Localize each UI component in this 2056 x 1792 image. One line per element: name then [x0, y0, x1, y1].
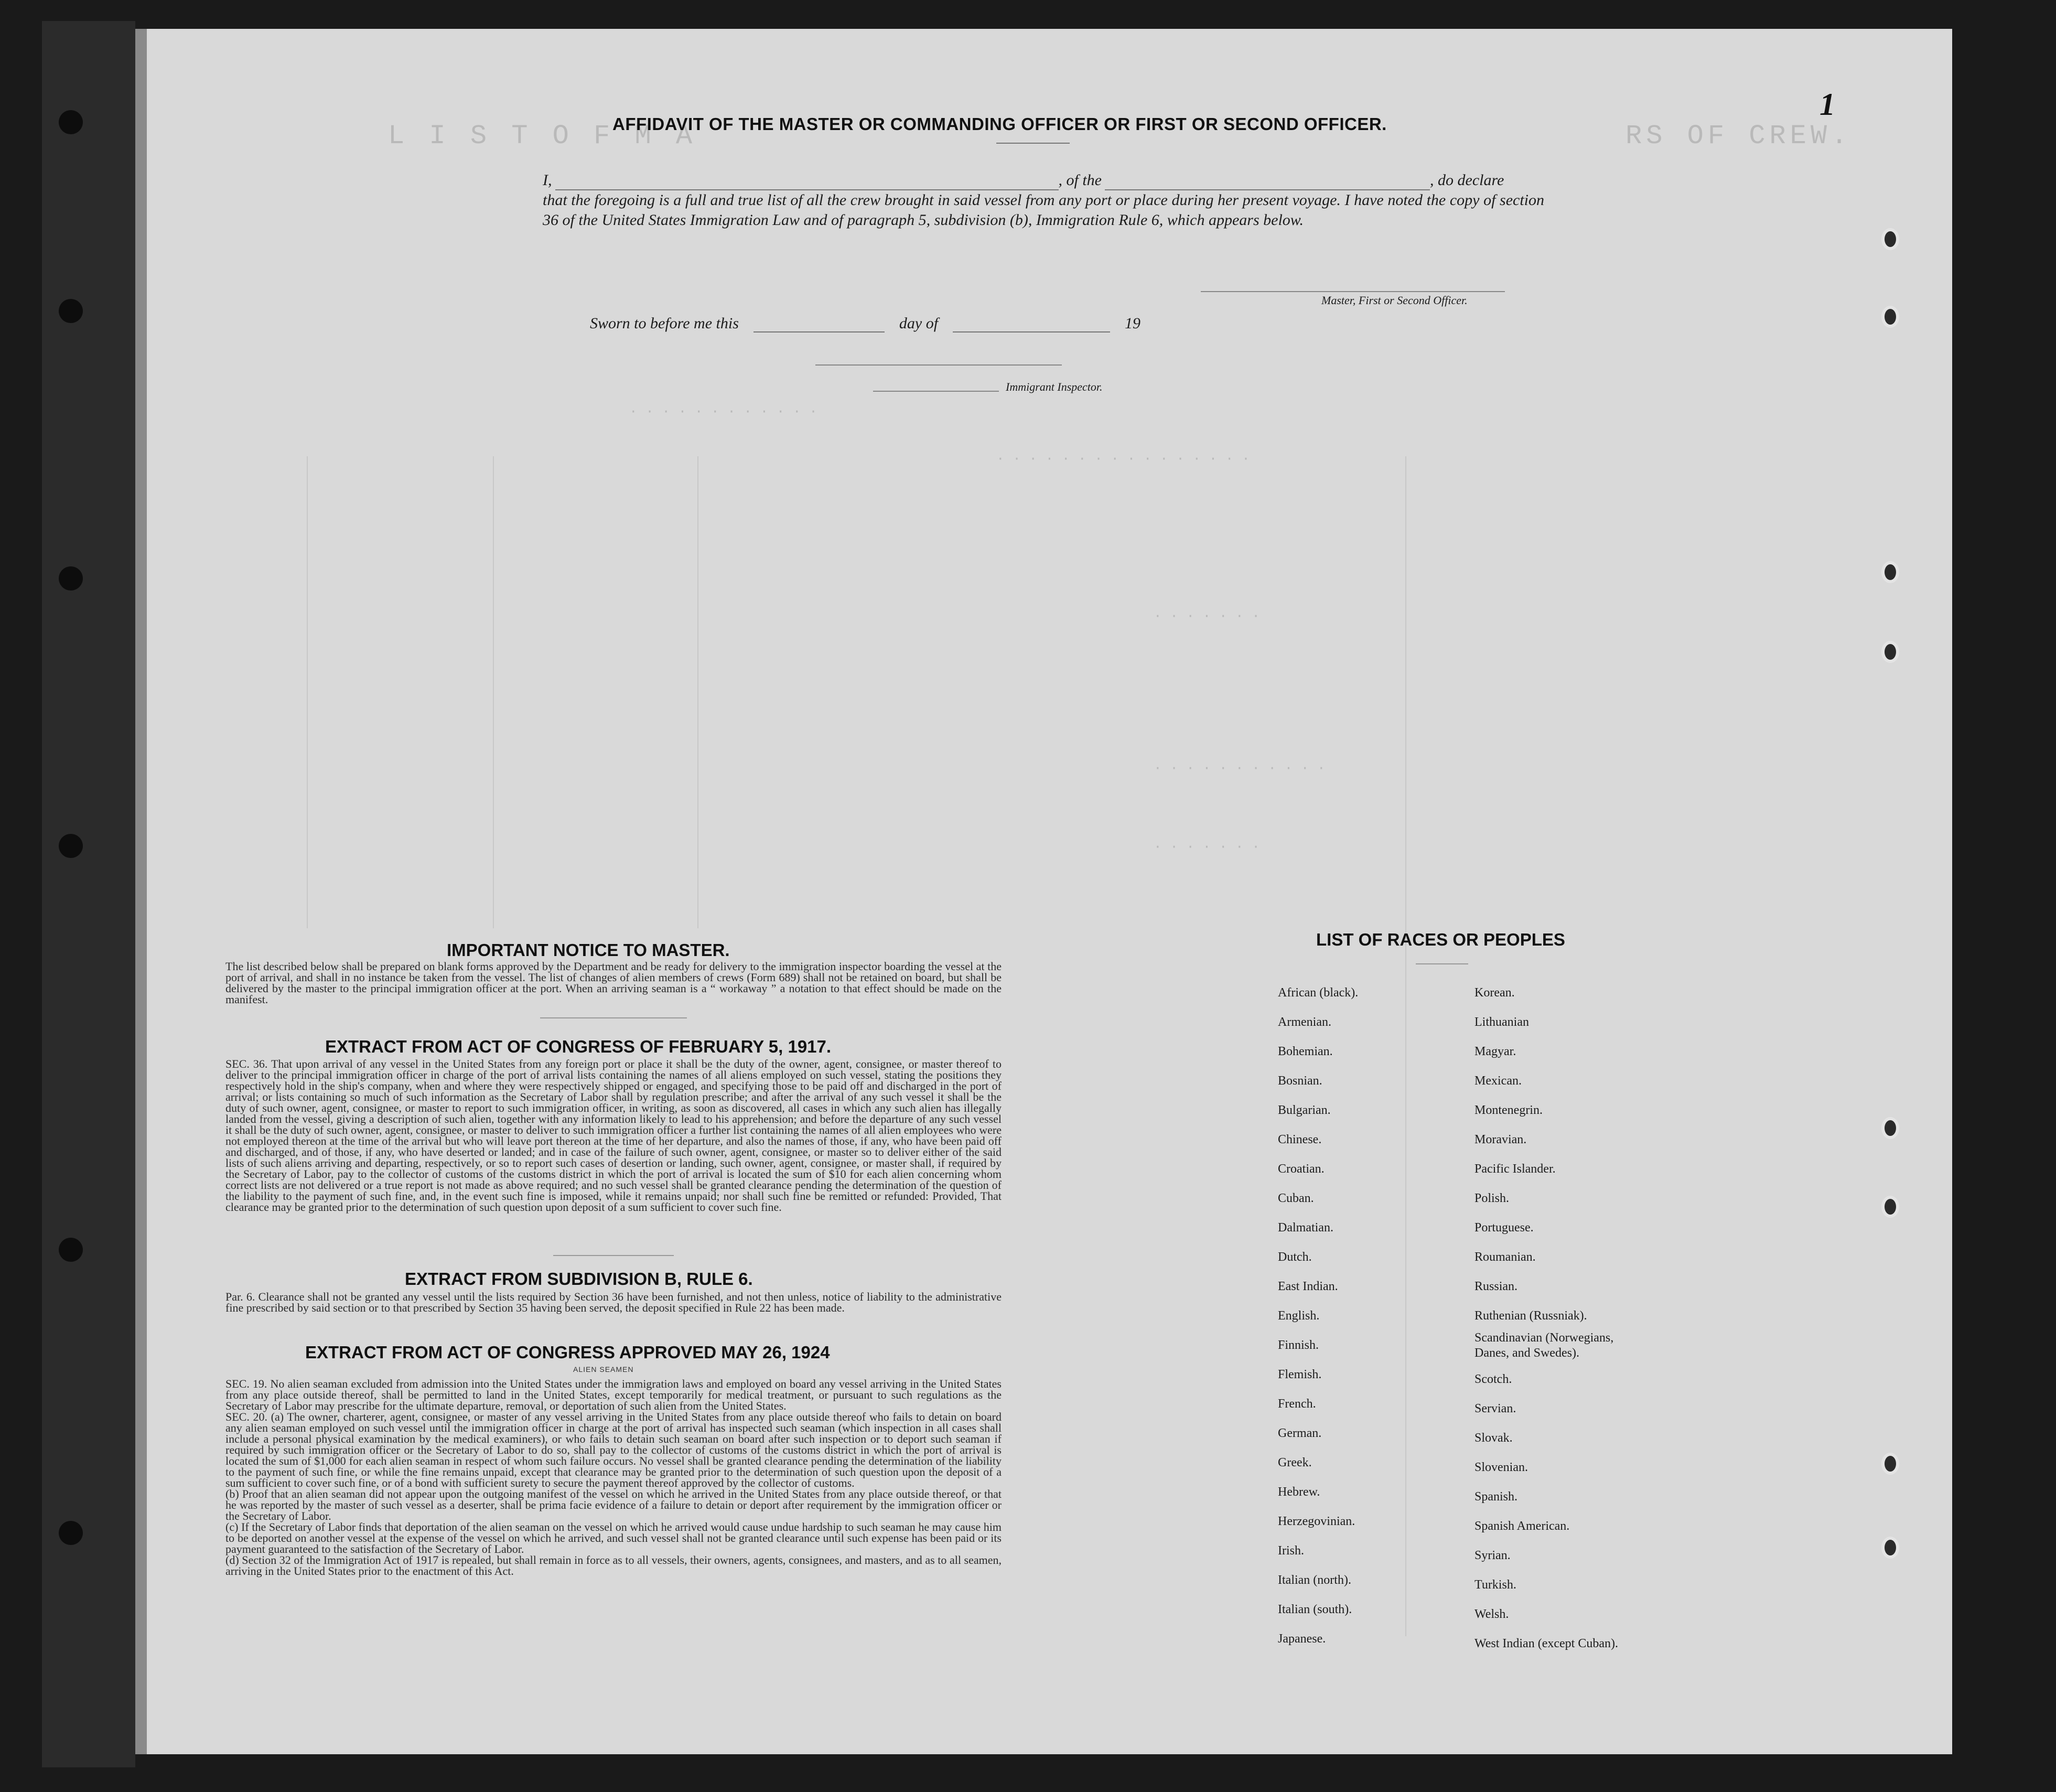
- year-label: 19: [1125, 315, 1141, 332]
- race-item: Magyar.: [1474, 1045, 1516, 1058]
- extract-1924-paragraph: (d) Section 32 of the Immigration Act of 1917 is repealed, but shall remain in force as to all vessels, their owners, agents, consignees, and masters, and as to all seamen, arriving in the United States prior to the enactment of this Act.: [225, 1553, 1002, 1578]
- binder-ring: [1881, 561, 1899, 583]
- binder-hole: [59, 299, 83, 323]
- race-item: Hebrew.: [1278, 1485, 1320, 1499]
- of-the-label: , of the: [1058, 171, 1102, 189]
- race-item: Italian (south).: [1278, 1603, 1352, 1616]
- binder-hole: [59, 110, 83, 134]
- inspector-upper-line[interactable]: [815, 364, 1062, 366]
- races-left-column: [1278, 978, 1456, 1654]
- race-item: Dutch.: [1278, 1250, 1312, 1264]
- sworn-month-blank[interactable]: [953, 330, 1110, 332]
- inspector-signature-line[interactable]: [873, 391, 999, 392]
- race-item: West Indian (except Cuban).: [1474, 1637, 1618, 1650]
- notice-text: The list described below shall be prepared on blank forms approved by the Department and be ready for delivery to the immigration inspector boarding the vessel at the port of arrival, and shall in no instance be taken from the vessel. The list of changes of alien members of crews (Form 689) shall not be retained on board, but shall be delivered by the master to the principal immigration officer at the port. When an arriving seaman is a “ workaway ” a notation to that effect should be made on the manifest.: [225, 960, 1002, 1006]
- extract-1924-title: EXTRACT FROM ACT OF CONGRESS APPROVED MAY 26, 1924: [305, 1343, 830, 1362]
- binder-ring: [1881, 1196, 1899, 1218]
- race-item: Japanese.: [1278, 1632, 1326, 1646]
- do-declare-label: , do declare: [1430, 171, 1504, 189]
- section-divider: [553, 1255, 674, 1256]
- race-item: Polish.: [1474, 1192, 1510, 1205]
- extract-rule6-text: Par. 6. Clearance shall not be granted any vessel until the lists required by Section 36 have been furnished, and not then unless, notice of liability to the administrative fine prescribed by said section or to that prescribed by Section 35 having been served, the deposit specified in Rule 22 has been made.: [225, 1290, 1002, 1314]
- race-item: Spanish.: [1474, 1490, 1518, 1504]
- binder-hole: [59, 834, 83, 858]
- binder-hole: [59, 1238, 83, 1262]
- affidavit-body: [543, 170, 1544, 230]
- race-item: Korean.: [1474, 986, 1515, 1000]
- inspector-label: Immigrant Inspector.: [1006, 380, 1103, 393]
- race-item: Bohemian.: [1278, 1045, 1333, 1058]
- binder-ring: [1881, 641, 1899, 663]
- page-number-mark: 1: [1820, 87, 1835, 122]
- race-item: Bosnian.: [1278, 1074, 1322, 1088]
- race-item: Syrian.: [1474, 1549, 1511, 1562]
- race-item: German.: [1278, 1426, 1322, 1440]
- race-item: Scotch.: [1474, 1372, 1512, 1386]
- race-item: Servian.: [1474, 1402, 1516, 1415]
- master-signature-label: Master, First or Second Officer.: [1321, 294, 1468, 307]
- race-item: East Indian.: [1278, 1280, 1338, 1293]
- section-divider: [1416, 963, 1468, 964]
- alien-seamen-subtitle: ALIEN SEAMEN: [573, 1365, 634, 1373]
- race-item: Bulgarian.: [1278, 1103, 1331, 1117]
- race-item: Montenegrin.: [1474, 1103, 1543, 1117]
- notice-title: IMPORTANT NOTICE TO MASTER.: [447, 940, 730, 960]
- binder-hole: [59, 1521, 83, 1545]
- master-signature-line[interactable]: [1201, 291, 1505, 292]
- section-divider: [540, 1017, 687, 1018]
- race-item: English.: [1278, 1309, 1320, 1323]
- race-item: Roumanian.: [1474, 1250, 1536, 1264]
- race-item: Armenian.: [1278, 1015, 1331, 1029]
- binder-ring: [1881, 228, 1899, 250]
- race-item: African (black).: [1278, 986, 1359, 1000]
- race-item: Chinese.: [1278, 1133, 1322, 1146]
- race-item: Irish.: [1278, 1544, 1304, 1558]
- race-item: Croatian.: [1278, 1162, 1325, 1176]
- race-item: Cuban.: [1278, 1192, 1314, 1205]
- race-item: Herzegovinian.: [1278, 1515, 1355, 1528]
- affidavit-title-underline: [996, 143, 1070, 144]
- extract-1924-paragraph: SEC. 19. No alien seaman excluded from admission into the United States under the immigration laws and employed on board any vessel arriving in the United States from any place outside thereof, shall be permitted to land in the United States, except temporarily for medical treatment, or pursuant to such regulations as the Secretary of Labor may prescribe for the ultimate departure, removal, or deportation of such alien from the United States.: [225, 1377, 1002, 1412]
- sworn-day-blank[interactable]: [753, 330, 885, 332]
- extract-1924-paragraph: (b) Proof that an alien seaman did not appear upon the outgoing manifest of the vessel on which he arrived in the United States from any place outside thereof, or that he was reported by the master of such vessel as a deserter, shall be prima facie evidence of a failure to detain or deport after requirement by the immigration officer or the Secretary of Labor.: [225, 1487, 1002, 1522]
- binder-ring: [1881, 306, 1899, 328]
- affidavit-title: AFFIDAVIT OF THE MASTER OR COMMANDING OFFICER OR FIRST OR SECOND OFFICER.: [612, 114, 1387, 134]
- sworn-line: [590, 315, 1140, 332]
- race-item: Greek.: [1278, 1456, 1312, 1469]
- race-item: Dalmatian.: [1278, 1221, 1333, 1235]
- extract-1924-paragraph: (c) If the Secretary of Labor finds that deportation of the alien seaman on the vessel on which he arrived would cause undue hardship to such seaman he may cause him to be deported on another vessel at the expense of the vessel on which he arrived, and such vessel shall not be granted clearance until such expense has been paid or its payment guaranteed to the satisfaction of the Secretary of Labor.: [225, 1520, 1002, 1555]
- extract-rule6-title: EXTRACT FROM SUBDIVISION B, RULE 6.: [405, 1269, 753, 1289]
- binder-ring: [1881, 1117, 1899, 1139]
- race-item: Italian (north).: [1278, 1573, 1351, 1587]
- race-item: Mexican.: [1474, 1074, 1522, 1088]
- binder-ring: [1881, 1537, 1899, 1559]
- race-item: Moravian.: [1474, 1133, 1527, 1146]
- race-item: Slovak.: [1474, 1431, 1513, 1445]
- race-item: Welsh.: [1474, 1607, 1509, 1621]
- race-item: French.: [1278, 1397, 1316, 1411]
- affidavit-text: that the foregoing is a full and true list of all the crew brought in said vessel from any port or place during her present voyage. I have noted the copy of section 36 of the United States Immigration Law and of paragraph 5, subdivision (b), Immigration Rule 6, which appears below.: [543, 191, 1544, 229]
- race-item: Ruthenian (Russniak).: [1474, 1309, 1587, 1323]
- sworn-label: Sworn to before me this: [590, 315, 739, 332]
- binder-hole: [59, 566, 83, 591]
- race-item: Flemish.: [1278, 1368, 1322, 1381]
- extract-1924-paragraph: SEC. 20. (a) The owner, charterer, agent, consignee, or master of any vessel arriving in the United States from any place outside thereof who fails to detain on board any alien seaman employed on such vessel until the immigration officer in charge at the port of arrival has inspected such seaman (which inspection in all cases shall include a personal physical examination by the medical examiners), or who fails to detain such seaman on board after such inspection or to deport such seaman if required by such immigration officer or the Secretary of Labor to do so, shall pay to the collector of customs of the customs district in which the port of arrival is located the sum of $1,000 for each alien seaman in respect of whom such failure occurs. No vessel shall be granted clearance pending the determination of the liability to the payment of such fine, or while the fine remains unpaid, except that clearance may be granted prior to the determination of such question upon the deposit of a sum sufficient to cover such fine, or of a bond with sufficient surety to secure the payment thereof approved by the collector of customs.: [225, 1410, 1002, 1489]
- race-item: Lithuanian: [1474, 1015, 1529, 1029]
- day-of-label: day of: [899, 315, 939, 332]
- extract-1924-body: [225, 1378, 1002, 1576]
- affidavit-i-label: I,: [543, 171, 552, 189]
- race-item: Spanish American.: [1474, 1519, 1570, 1533]
- race-item: Russian.: [1474, 1280, 1518, 1293]
- extract-1917-text: SEC. 36. That upon arrival of any vessel in the United States from any foreign port or place it shall be the duty of the owner, agent, consignee, or master thereof to deliver to the principal immigration officer in charge of the port of arrival lists containing the names of all aliens employed on such vessel, stating the positions they respectively hold in the ship's company, when and where they were respectively shipped or engaged, and specifying those to be paid off and discharged in the port of arrival; or lists containing so much of such information as the Secretary of Labor shall by regulation prescribe; and after the arrival of any such vessel it shall be the duty of such owner, agent, consignee, or master to report to such immigration officer, in writing, as soon as discovered, all cases in which any such alien has illegally landed from the vessel, giving a description of such alien, together with any information likely to lead to his apprehension; and before the departure of any such vessel it shall be the duty of such owner, agent, consignee, or master to deliver to such immigration officer a further list containing the names of all alien employees who were not employed thereon at the time of the arrival but who will leave port thereon at the time of her departure, and also the names of those, if any, who have been paid off and discharged, and of those, if any, who have deserted or landed; and in case of the failure of such owner, agent, consignee, or master so to deliver either of the said lists of such aliens arriving and departing, respectively, or so to report such cases of desertion or landing, such owner, agent, consignee, or master shall, if required by the Secretary of Labor, pay to the collector of customs of the customs district in which the port of arrival is located the sum of $10 for each alien concerning whom correct lists are not delivered or a true report is not made as above required; and no such vessel shall be granted clearance pending the determination of the question of the liability to the payment of such fine, and, in the event such fine is imposed, while it remains unpaid; nor shall such fine be remitted or refunded: Provided, That clearance may be granted prior to the determination of such question upon deposit of a sum sufficient to cover such fine.: [225, 1057, 1002, 1214]
- binder-ring: [1881, 1453, 1899, 1475]
- race-item: Portuguese.: [1474, 1221, 1534, 1235]
- races-right-column: [1474, 978, 1684, 1658]
- race-item: Turkish.: [1474, 1578, 1516, 1592]
- race-item: Scandinavian (Norwegians, Danes, and Swedes).: [1474, 1331, 1614, 1360]
- race-item: Finnish.: [1278, 1338, 1319, 1352]
- race-item: Pacific Islander.: [1474, 1162, 1556, 1176]
- binder-strip: [42, 21, 135, 1767]
- races-title: LIST OF RACES OR PEOPLES: [1316, 930, 1565, 949]
- extract-1917-title: EXTRACT FROM ACT OF CONGRESS OF FEBRUARY 5, 1917.: [325, 1037, 832, 1056]
- race-item: Slovenian.: [1474, 1461, 1528, 1474]
